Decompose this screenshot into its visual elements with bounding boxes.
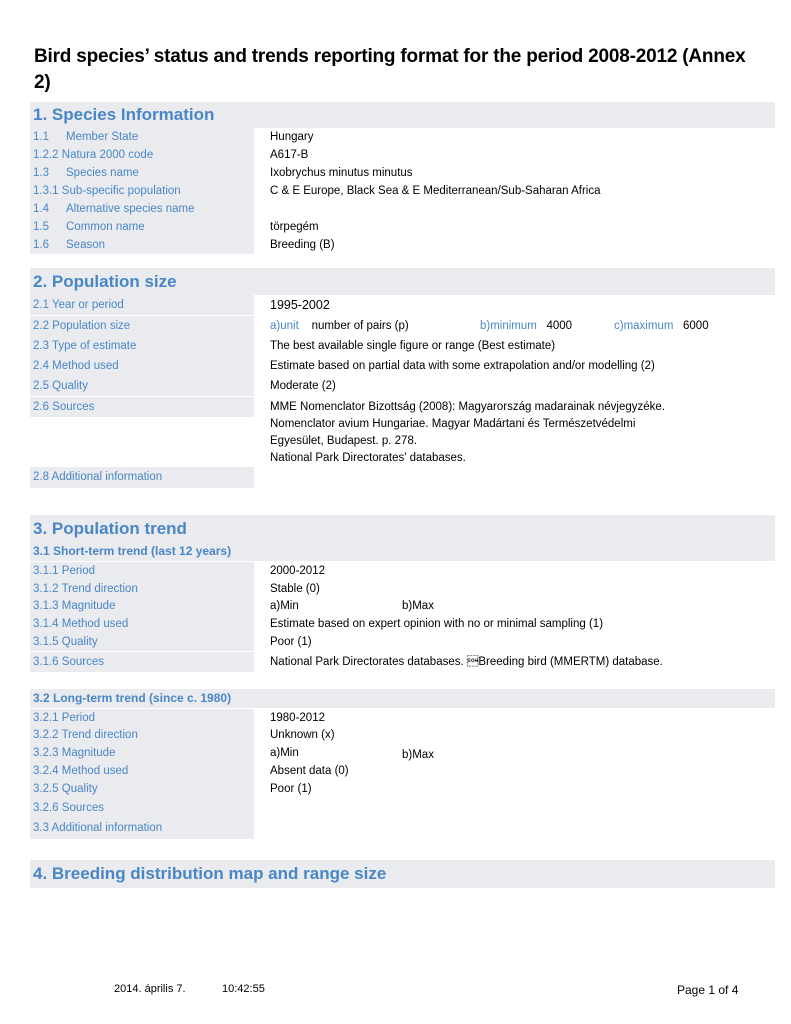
row-value: Estimate based on expert opinion with no or minimal sampling (1) — [270, 618, 604, 630]
row-label: 2.8 Additional information — [30, 467, 254, 488]
source-line: Nomenclator avium Hungariae. Magyar Madártani és Természetvédelmi — [270, 418, 636, 430]
row-alternative-name — [30, 200, 775, 218]
row-label: 3.2.5 Quality — [30, 780, 254, 798]
row-species-name — [30, 164, 775, 182]
row-short-magnitude — [30, 597, 775, 615]
minimum-label: b)minimum — [480, 320, 537, 332]
row-number: 1.3 — [33, 167, 49, 179]
subsection-heading: 3.2 Long-term trend (since c. 1980) — [33, 691, 232, 705]
section-heading: 3. Population trend — [33, 519, 187, 538]
row-common-name — [30, 218, 775, 236]
section-population-size — [30, 268, 775, 295]
row-season — [30, 236, 775, 254]
row-label: 3.2.3 Magnitude — [30, 744, 254, 762]
row-value: 1995-2002 — [270, 298, 330, 312]
row-value: Breeding (B) — [270, 239, 335, 251]
row-value: C & E Europe, Black Sea & E Mediterranean/Sub-Saharan Africa — [270, 185, 601, 197]
row-label: 2.6 Sources — [30, 397, 254, 417]
section-population-trend — [30, 515, 775, 542]
maximum-label: c)maximum — [614, 320, 674, 332]
row-label: 2.2 Population size — [30, 316, 254, 336]
row-type-of-estimate — [30, 336, 775, 356]
footer-date: 2014. április 7. — [114, 983, 186, 995]
magnitude-max-label: b)Max — [402, 600, 434, 612]
row-value: törpegém — [270, 221, 319, 233]
row-quality — [30, 376, 775, 396]
row-label: 2.4 Method used — [30, 356, 254, 376]
row-population-size — [30, 316, 775, 336]
magnitude-min-label: a)Min — [270, 600, 299, 612]
row-sources — [30, 397, 775, 467]
row-short-sources — [30, 652, 775, 672]
row-value: Stable (0) — [270, 583, 320, 595]
row-short-quality — [30, 633, 775, 651]
row-label: 2.3 Type of estimate — [30, 336, 254, 356]
row-label: 3.1.5 Quality — [30, 633, 254, 651]
row-long-period — [30, 709, 775, 727]
row-label: 3.2.4 Method used — [30, 762, 254, 780]
row-long-trend-direction — [30, 726, 775, 744]
row-value: 2000-2012 — [270, 565, 325, 577]
row-label: 3.3 Additional information — [30, 818, 254, 839]
row-number: 1.2.2 — [33, 149, 59, 161]
row-number: 1.6 — [33, 239, 49, 251]
subsection-short-term-trend — [30, 542, 775, 561]
row-label: Alternative species name — [66, 203, 195, 215]
magnitude-min-label: a)Min — [270, 747, 299, 759]
row-value: The best available single figure or range (Best estimate) — [270, 340, 556, 352]
section-species-information — [30, 102, 775, 128]
subsection-long-term-trend — [30, 689, 775, 708]
row-value: 1980-2012 — [270, 712, 325, 724]
row-method-used — [30, 356, 775, 376]
magnitude-max-label: b)Max — [402, 749, 434, 761]
row-number: 1.3.1 — [33, 185, 59, 197]
row-short-period — [30, 562, 775, 580]
row-value: National Park Directorates databases. Breeding bird (MMERTM) database. — [270, 656, 663, 668]
row-label: Sub-specific population — [61, 185, 181, 197]
row-label: 3.1.4 Method used — [30, 615, 254, 633]
maximum-value: 6000 — [683, 320, 709, 332]
row-label: Member State — [66, 131, 139, 143]
row-short-method-used — [30, 615, 775, 633]
row-number: 1.4 — [33, 203, 49, 215]
row-label: 3.2.2 Trend direction — [30, 726, 254, 744]
row-value: Hungary — [270, 131, 314, 143]
section-breeding-distribution — [30, 860, 775, 888]
section-heading: 4. Breeding distribution map and range size — [33, 864, 387, 883]
row-label: 3.1.6 Sources — [30, 652, 254, 672]
row-label: Species name — [66, 167, 139, 179]
source-line: Egyesület, Budapest. p. 278. — [270, 435, 418, 447]
section-heading: 1. Species Information — [33, 105, 215, 124]
section-heading: 2. Population size — [33, 272, 177, 291]
minimum-value: 4000 — [546, 320, 573, 332]
row-long-quality — [30, 780, 775, 798]
source-line: MME Nomenclator Bizottság (2008): Magyarország madarainak névjegyzéke. — [270, 401, 666, 413]
subsection-heading: 3.1 Short-term trend (last 12 years) — [33, 544, 232, 558]
row-short-trend-direction — [30, 580, 775, 598]
document-title: Bird species’ status and trends reporting format for the period 2008-2012 (Annex 2) — [34, 46, 746, 93]
row-value: A617-B — [270, 149, 309, 161]
row-label: 2.5 Quality — [30, 376, 254, 396]
row-long-sources — [30, 798, 775, 818]
row-number: 1.5 — [33, 221, 49, 233]
row-additional-information — [30, 467, 775, 488]
row-natura-code — [30, 146, 775, 164]
row-label: 3.1.2 Trend direction — [30, 580, 254, 598]
row-label: 3.2.1 Period — [30, 709, 254, 727]
row-label: Season — [66, 239, 106, 251]
row-label: Common name — [66, 221, 145, 233]
row-value: Moderate (2) — [270, 380, 336, 392]
unit-value: number of pairs (p) — [311, 320, 409, 332]
footer-time: 10:42:55 — [222, 983, 265, 995]
row-number: 1.1 — [33, 131, 49, 143]
footer-page-number: Page 1 of 4 — [677, 983, 739, 997]
row-label: 3.1.1 Period — [30, 562, 254, 580]
row-subspecific-population — [30, 182, 775, 200]
row-label: Natura 2000 code — [61, 149, 154, 161]
row-label: 3.1.3 Magnitude — [30, 597, 254, 615]
row-value: Unknown (x) — [270, 729, 335, 741]
row-value: Absent data (0) — [270, 765, 349, 777]
row-value: Poor (1) — [270, 636, 312, 648]
row-long-method-used — [30, 762, 775, 780]
row-member-state — [30, 128, 775, 146]
row-value: Ixobrychus minutus minutus — [270, 167, 413, 179]
row-trend-additional-information — [30, 818, 775, 839]
row-value: Poor (1) — [270, 783, 312, 795]
row-year-period — [30, 295, 775, 315]
source-line: National Park Directorates' databases. — [270, 452, 466, 464]
row-value: Estimate based on partial data with some extrapolation and/or modelling (2) — [270, 360, 655, 372]
row-long-magnitude — [30, 744, 775, 762]
unit-label: a)unit — [270, 320, 299, 332]
row-label: 3.2.6 Sources — [30, 798, 254, 818]
row-label: 2.1 Year or period — [30, 295, 254, 315]
